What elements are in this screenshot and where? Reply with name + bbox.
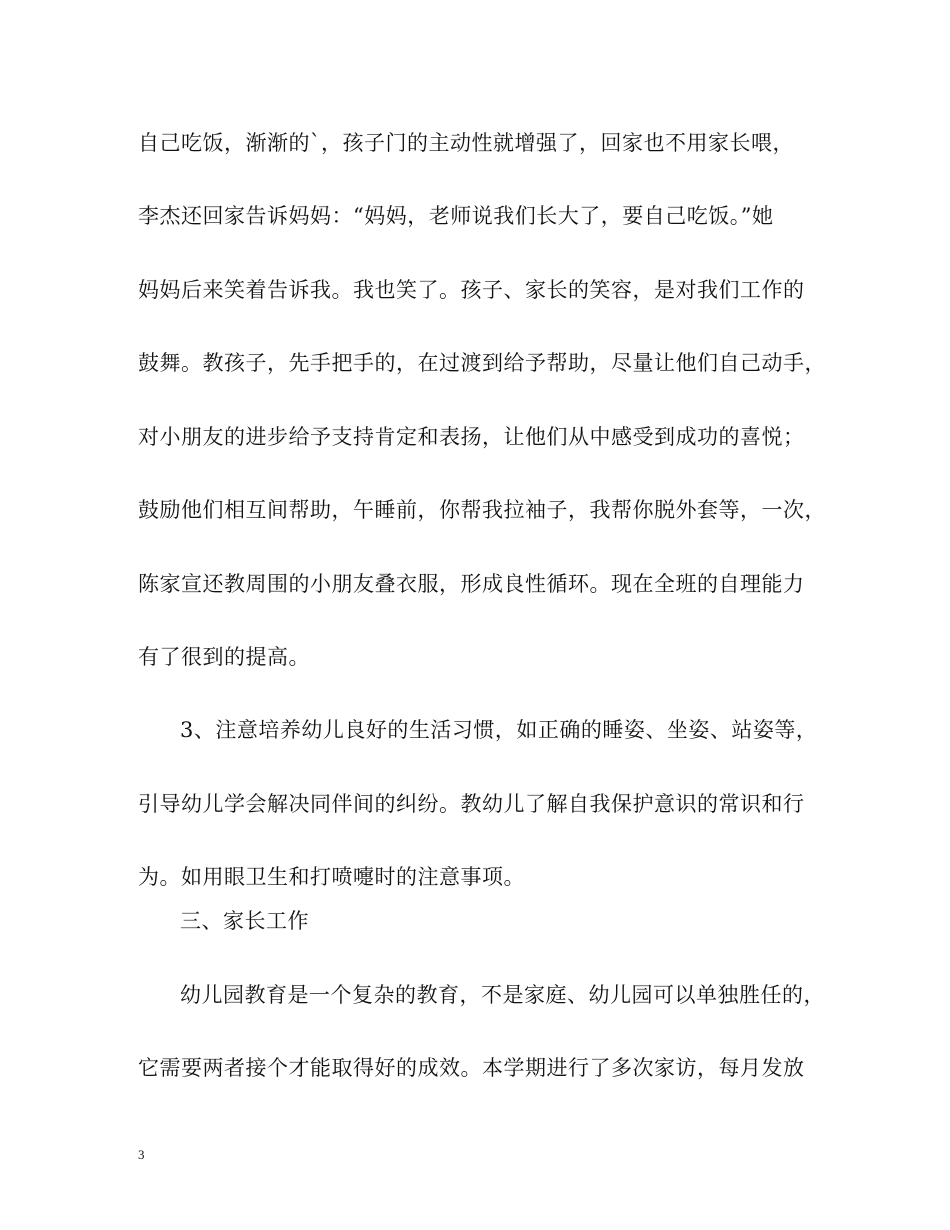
text-line: 引导幼儿学会解决同伴间的纠纷。教幼儿了解自我保护意识的常识和行 bbox=[138, 792, 805, 816]
text-line: 妈妈后来笑着告诉我。我也笑了。孩子、家长的笑容，是对我们工作的 bbox=[138, 278, 805, 302]
text-line-numbered-item: 3、注意培养幼儿良好的生活习惯，如正确的睡姿、坐姿、站姿等， bbox=[180, 718, 818, 742]
text-line: 自己吃饭，渐渐的`，孩子门的主动性就增强了，回家也不用家长喂， bbox=[138, 131, 794, 155]
text-line: 李杰还回家告诉妈妈：“妈妈，老师说我们长大了，要自己吃饭。”她 bbox=[138, 204, 774, 228]
text-line: 鼓励他们相互间帮助，午睡前，你帮我拉袖子，我帮你脱外套等，一次， bbox=[138, 498, 826, 522]
text-line-paragraph-start: 幼儿园教育是一个复杂的教育，不是家庭、幼儿园可以单独胜任的， bbox=[180, 983, 825, 1007]
text-line: 陈家宣还教周围的小朋友叠衣服，形成良性循环。现在全班的自理能力 bbox=[138, 572, 805, 596]
text-line: 有了很到的提高。 bbox=[138, 645, 310, 669]
text-line: 为。如用眼卫生和打喷嚏时的注意事项。 bbox=[138, 865, 525, 889]
text-line: 鼓舞。教孩子，先手把手的，在过渡到给予帮助，尽量让他们自己动手， bbox=[138, 351, 826, 375]
text-line: 对小朋友的进步给予支持肯定和表扬，让他们从中感受到成功的喜悦； bbox=[138, 425, 805, 449]
page-number: 3 bbox=[138, 1147, 145, 1162]
section-heading: 三、家长工作 bbox=[180, 909, 309, 933]
text-line: 它需要两者接个才能取得好的成效。本学期进行了多次家访，每月发放 bbox=[138, 1056, 805, 1080]
